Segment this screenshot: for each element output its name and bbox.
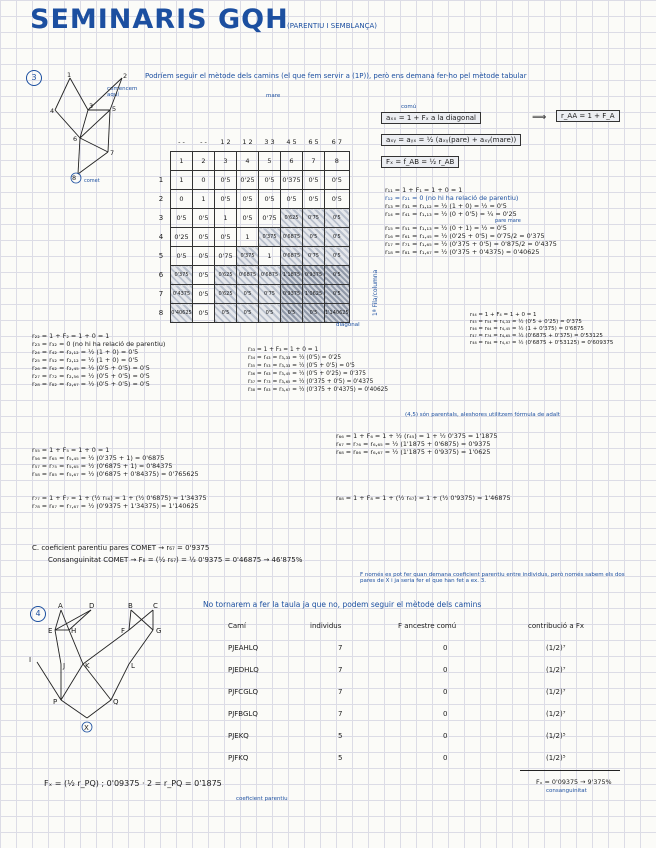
table-cell: 0'5 <box>281 304 303 323</box>
table-row <box>152 266 349 285</box>
table-cell: 0'5 <box>303 228 325 247</box>
pedigree-node-D: D <box>89 602 95 610</box>
table-cell: 0'5 <box>325 266 350 285</box>
column-header: contribució a Fx <box>528 622 584 630</box>
formula-line: r₂₇ = r₇₂ = r₂,₅₆ = ½ (0'5 + 0'5) = 0'5 <box>32 372 150 380</box>
formula-box-2: aₓᵧ = aᵧₓ = ½ (aₓᵧ(pare) + aₓᵧ(mare)) <box>381 134 521 146</box>
cell-individus: 7 <box>338 644 343 652</box>
parents-header: 1 2 <box>242 138 253 146</box>
rhs-lines-r4 <box>470 312 613 347</box>
pedigree-node-J: J <box>63 662 66 670</box>
row-header: 4 <box>158 233 164 241</box>
pedigree-node-L: L <box>131 662 135 670</box>
formula-line: r₃₄ = r₄₃ = r₃,₃₃ = ½ (0'5) = 0'25 <box>248 355 342 361</box>
parents-header: 6 5 <box>308 138 319 146</box>
table-cell: 0'5 <box>193 304 215 323</box>
pedigree-node-6: 6 <box>73 135 78 143</box>
table-cell: 0'375 <box>171 266 193 285</box>
table-cell: 0'5 <box>215 171 237 190</box>
rhs-lines-r1 <box>385 186 557 256</box>
formula-note: comú <box>401 104 417 110</box>
cell-f: 0 <box>443 666 448 674</box>
table-cell: 0'9375 <box>281 285 303 304</box>
table-cell: 0'5 <box>325 247 350 266</box>
table-cell: 0'75 <box>303 247 325 266</box>
cell-f: 0 <box>443 644 448 652</box>
question-3-number: 3 <box>26 70 42 86</box>
table-cell: 0'375 <box>259 228 281 247</box>
q3-intro: Podríem seguir el mètode dels camins (el que fem servir a (1P)), però ens demana fer-ho pel mètode tabular <box>145 72 527 80</box>
lines-r6 <box>336 432 497 456</box>
sum-divider <box>520 770 620 771</box>
table-cell: 0'5 <box>259 190 281 209</box>
cell-cami: PJEAHLQ <box>228 644 259 652</box>
pedigree-node-8: 8 <box>72 174 77 182</box>
cell-contrib: (1/2)⁵ <box>546 732 566 740</box>
table-cell: 0'5 <box>193 247 215 266</box>
formula-line: r₁₄ = r₄₁ = r₁,₁₃ = ½ (0 + 0'5) = ¼ = 0'25 <box>385 210 517 218</box>
row-header: 5 <box>158 252 164 260</box>
column-header: 4 <box>237 152 259 171</box>
table-cell: 0'9375 <box>303 266 325 285</box>
table-cell: 0 <box>193 171 215 190</box>
formula-line: r₃₃ = 1 + F₃ = 1 + 0 = 1 <box>248 347 319 353</box>
table-cell: 0'5 <box>281 190 303 209</box>
table-cell: 0'375 <box>237 247 259 266</box>
pedigree-node-B: B <box>128 602 133 610</box>
cell-cami: PJFCGLQ <box>228 688 259 696</box>
table-cell: 0'625 <box>215 285 237 304</box>
table-cell: 0'75 <box>215 247 237 266</box>
table-cell: 0'75 <box>303 209 325 228</box>
pedigree-node-7: 7 <box>110 149 115 157</box>
lines-r7 <box>32 494 207 510</box>
lines-r5 <box>32 446 199 478</box>
cell-individus: 5 <box>338 732 343 740</box>
column-header: 1 <box>171 152 193 171</box>
pedigree-node-I: I <box>29 656 32 664</box>
table-cell: 0'4375 <box>171 285 193 304</box>
cell-contrib: (1/2)⁷ <box>546 666 566 674</box>
formula-line: r₆₈ = r₈₆ = r₆,₆₇ = ½ (1'1875 + 0'9375) = 1'0625 <box>336 448 491 456</box>
pedigree-node-3: 3 <box>89 102 94 110</box>
cell-individus: 7 <box>338 666 343 674</box>
cell-contrib: (1/2)⁷ <box>546 688 566 696</box>
formula-line: r₁₈ = r₈₁ = r₁,₆₇ = ½ (0'375 + 0'4375) = 0'40625 <box>385 248 540 256</box>
table-cell: 0'625 <box>215 266 237 285</box>
conclusion-2: Consanguinitat COMET → F₈ = (½ r₆₇) = ½ 0'9375 = 0'46875 → 46'875% <box>48 556 303 564</box>
pedigree-node-P: P <box>53 698 58 706</box>
bottom-formula: Fₓ = (½ r_PQ) ; 0'09375 · 2 = r_PQ = 0'1875 <box>44 779 222 788</box>
pedigree-note-comet: comet <box>84 178 100 184</box>
formula-line: r₁₂ = r₂₁ = 0 (no hi ha relació de parentiu) <box>385 194 519 202</box>
formula-line: r₄₆ = r₆₄ = r₄,₄₅ = ½ (1 + 0'375) = 0'6875 <box>470 326 584 332</box>
cell-f: 0 <box>443 688 448 696</box>
table-cell: 0'5 <box>237 285 259 304</box>
formula-line: r₄₇ = r₇₄ = r₄,₆₅ = ½ (0'6875 + 0'375) = 0'53125 <box>470 333 603 339</box>
formula-line: r₆₇ = r₇₆ = r₆,₆₅ = ½ (1'1875 + 0'6875) = 0'9375 <box>336 440 491 448</box>
table-cell: 0 <box>171 190 193 209</box>
column-header: 7 <box>303 152 325 171</box>
table-cell: 0'5 <box>259 304 281 323</box>
pedigree-node-4: 4 <box>50 107 55 115</box>
formula-line: r₂₅ = r₅₂ = r₂,₁₂ = ½ (1 + 0) = 0'5 <box>32 356 139 364</box>
table-cell: 1'1875 <box>281 266 303 285</box>
mid-lines-r3 <box>248 346 388 394</box>
pedigree-node-2: 2 <box>123 72 128 80</box>
formula-line: r₃₇ = r₇₃ = r₃,₆₅ = ½ (0'375 + 0'5) = 0'4375 <box>248 379 374 385</box>
table-cell: 0'5 <box>237 304 259 323</box>
table-cell: 0'5 <box>171 209 193 228</box>
column-header: F ancestre comú <box>398 622 457 630</box>
pedigree-diagram-q4 <box>25 600 185 740</box>
cell-f: 0 <box>443 732 448 740</box>
table-cell: 0'5 <box>193 266 215 285</box>
table-row <box>152 228 349 247</box>
table-cell: 1 <box>193 190 215 209</box>
row-header: 7 <box>158 290 164 298</box>
cell-cami: PJFKQ <box>228 754 249 762</box>
formula-line: r₄₅ = r₅₄ = r₄,₃₃ = ½ (0'5 + 0'25) = 0'375 <box>470 319 582 325</box>
table-cell: 0'5 <box>259 171 281 190</box>
table-cell: 0'5 <box>237 190 259 209</box>
arrow-icon: ⟹ <box>532 112 547 123</box>
table-cell: 1 <box>237 228 259 247</box>
cell-contrib: (1/2)⁷ <box>546 644 566 652</box>
pedigree-node-C: C <box>153 602 158 610</box>
parents-header: - - <box>178 138 185 146</box>
formula-line: r₂₄ = r₄₂ = r₂,₁₂ = ½ (1 + 0) = 0'5 <box>32 348 139 356</box>
cell-f: 0 <box>443 710 448 718</box>
table-row <box>152 304 349 323</box>
kinship-table <box>152 133 350 323</box>
row-header: 6 <box>158 271 164 279</box>
formula-line: r₁₆ = r₆₁ = r₁,₄₅ = ½ (0'25 + 0'5) = 0'75/2 = 0'375 <box>385 232 545 240</box>
table-cell: 0'75 <box>259 209 281 228</box>
table-row <box>152 209 349 228</box>
bottom-note: coeficient parentiu <box>236 796 288 802</box>
pedigree-diagram-q3 <box>40 70 140 190</box>
formula-line: r₁₇ = r₇₁ = r₁,₆₅ = ½ (0'375 + 0'5) = 0'875/2 = 0'4375 <box>385 240 557 248</box>
cell-individus: 7 <box>338 688 343 696</box>
formula-line: r₂₆ = r₆₂ = r₂,₄₅ = ½ (0'5 + 0'5) = 0'5 <box>32 364 150 372</box>
formula-line: r₁₁ = 1 + F₁ = 1 + 0 = 1 <box>385 186 463 194</box>
line-r88: r₈₈ = 1 + F₈ = 1 + (½ r₆₇) = 1 + (½ 0'9375) = 1'46875 <box>336 494 511 502</box>
table-cell: 1 <box>215 209 237 228</box>
table-cell: 0'75 <box>259 285 281 304</box>
pedigree-node-G: G <box>156 627 162 635</box>
formula-line: r₅₈ = r₈₅ = r₅,₆₇ = ½ (0'6875 + 0'84375) = 0'765625 <box>32 470 199 478</box>
table-cell: 0'5 <box>193 228 215 247</box>
formula-line: r₅₅ = 1 + F₅ = 1 + 0 = 1 <box>32 446 110 454</box>
table-cell: 0'5 <box>193 209 215 228</box>
formula-line: pare mare <box>495 218 521 224</box>
column-header: Camí <box>228 622 246 630</box>
table-cell: 0'6875 <box>259 266 281 285</box>
row-header: 8 <box>158 309 164 317</box>
formula-line: r₂₈ = r₈₂ = r₂,₆₇ = ½ (0'5 + 0'5) = 0'5 <box>32 380 150 388</box>
table-cell: 0'6875 <box>281 228 303 247</box>
formula-line: r₇₇ = 1 + F₇ = 1 + (½ r₅₆) = 1 + (½ 0'6875) = 1'34375 <box>32 494 207 502</box>
page-subtitle: (PARENTIU I SEMBLANÇA) <box>287 22 377 30</box>
cell-cami: PJEDHLQ <box>228 666 259 674</box>
q4-note-2: No tornarem a fer la taula ja que no, podem seguir el mètode dels camins <box>203 600 482 609</box>
q4-note-1: F només es pot fer quan demana coeficient parentiu entre individus, però només sabem els dos pares de X i ja seria fer el que han fet a ex. 3. <box>360 572 625 584</box>
formula-line: r₄₈ = r₈₄ = r₄,₆₇ = ½ (0'6875 + 0'53125) = 0'609375 <box>470 340 614 346</box>
cell-cami: PJEKQ <box>228 732 249 740</box>
table-cell: 0'5 <box>325 285 350 304</box>
formula-line: r₃₅ = r₅₃ = r₃,₃₃ = ½ (0'5 + 0'5) = 0'5 <box>248 363 355 369</box>
sum-note: consanguinitat <box>546 788 587 794</box>
table-cell: 1'0625 <box>303 285 325 304</box>
parents-header: 6 7 <box>331 138 342 146</box>
table-cell: 0'375 <box>281 171 303 190</box>
pedigree-node-F: F <box>121 627 126 635</box>
q3-note-mare: mare <box>266 93 281 99</box>
table-row <box>152 285 349 304</box>
sum-line: Fₓ = 0'09375 → 9'375% <box>536 778 612 786</box>
formula-line: r₃₆ = r₆₃ = r₃,₄₅ = ½ (0'5 + 0'25) = 0'375 <box>248 371 366 377</box>
table-cell: 0'5 <box>237 209 259 228</box>
column-header: individus <box>310 622 342 630</box>
formula-line: r₃₈ = r₈₃ = r₃,₆₇ = ½ (0'375 + 0'4375) = 0'40625 <box>248 387 389 393</box>
q3-note-diagonal: diagonal <box>336 322 360 328</box>
table-cell: 0'6875 <box>281 247 303 266</box>
cell-contrib: (1/2)⁵ <box>546 754 566 762</box>
column-header: 5 <box>259 152 281 171</box>
formula-box-3: Fₓ = f_AB = ½ r_AB <box>381 156 459 168</box>
table-cell: 0'5 <box>193 285 215 304</box>
cell-individus: 7 <box>338 710 343 718</box>
formula-line: r₁₃ = r₃₁ = r₁,₁₂ = ½ (1 + 0) = ½ = 0'5 <box>385 202 507 210</box>
pedigree-node-E: E <box>48 627 53 635</box>
table-row <box>152 247 349 266</box>
formula-line: r₁₅ = r₅₁ = r₁,₁₃ = ½ (0 + 1) = ½ = 0'5 <box>385 224 507 232</box>
table-cell: 0'5 <box>215 190 237 209</box>
left-lines-r2 <box>32 332 165 388</box>
formula-line: r₂₃ = r₃₂ = 0 (no hi ha relació de parentiu) <box>32 340 166 348</box>
parents-header: 1 2 <box>220 138 231 146</box>
cell-contrib: (1/2)⁷ <box>546 710 566 718</box>
table-cell: 0'5 <box>303 304 325 323</box>
column-header: 2 <box>193 152 215 171</box>
formula-line: r₇₈ = r₈₇ = r₇,₆₇ = ½ (0'9375 + 1'34375) = 1'140625 <box>32 502 199 510</box>
row-header: 1 <box>158 176 164 184</box>
formula-line: r₂₂ = 1 + F₂ = 1 + 0 = 1 <box>32 332 110 340</box>
table-cell: 0'6875 <box>237 266 259 285</box>
table-cell: 0'5 <box>325 171 350 190</box>
pedigree-node-A: A <box>58 602 63 610</box>
table-cell: 0'25 <box>171 228 193 247</box>
column-header: 3 <box>215 152 237 171</box>
pedigree-node-5: 5 <box>112 105 117 113</box>
q3-note-column: 1ª Fila/columna <box>372 269 379 316</box>
parents-header: 4 5 <box>286 138 297 146</box>
table-cell: 0'5 <box>171 247 193 266</box>
table-cell: 0'5 <box>215 228 237 247</box>
table-row <box>152 190 349 209</box>
formula-box-rAA: r_AA = 1 + F_A <box>556 110 620 122</box>
table-cell: 1 <box>259 247 281 266</box>
pedigree-node-K: K <box>85 662 90 670</box>
conclusion-1: C. coeficient parentiu pares COMET → r₆₇ = 0'9375 <box>32 544 210 552</box>
formula-box-1: aₓₓ = 1 + Fₓ a la diagonal <box>381 112 481 124</box>
cell-f: 0 <box>443 754 448 762</box>
table-cell: 0'5 <box>215 304 237 323</box>
table-cell: 0'625 <box>281 209 303 228</box>
pedigree-node-Q: Q <box>113 698 119 706</box>
table-cell: 0'5 <box>325 209 350 228</box>
pedigree-node-X: X <box>84 724 89 732</box>
pedigree-node-H: H <box>71 627 77 635</box>
parents-header: - - <box>200 138 207 146</box>
table-cell: 1 <box>171 171 193 190</box>
table-cell: 0'40625 <box>171 304 193 323</box>
q3-note-common-ancestor: comencem aquí <box>107 86 138 98</box>
table-cell: 0'5 <box>325 228 350 247</box>
question-4-number: 4 <box>30 606 46 622</box>
table-cell: 0'5 <box>303 190 325 209</box>
table-cell: 0'5 <box>325 190 350 209</box>
table-cell: 0'25 <box>237 171 259 190</box>
parents-header: 3 3 <box>264 138 275 146</box>
q3-note-parentals: (4,5) són parentals, aleshores utilitzem fórmula de adalt <box>405 412 560 418</box>
column-header: 6 <box>281 152 303 171</box>
cell-individus: 5 <box>338 754 343 762</box>
column-header: 8 <box>325 152 350 171</box>
formula-line: r₄₄ = 1 + F₄ = 1 + 0 = 1 <box>470 312 537 318</box>
formula-line: r₆₆ = 1 + F₆ = 1 + ½ (r₄₅) = 1 + ½ 0'375 = 1'1875 <box>336 432 498 440</box>
formula-line: r₅₇ = r₇₅ = r₅,₆₅ = ½ (0'6875 + 1) = 0'84375 <box>32 462 173 470</box>
row-header: 3 <box>158 214 164 222</box>
table-row <box>152 171 349 190</box>
row-header: 2 <box>158 195 164 203</box>
pedigree-node-1: 1 <box>67 71 72 79</box>
cell-cami: PJFBGLQ <box>228 710 258 718</box>
formula-line: r₅₆ = r₆₅ = r₅,₄₅ = ½ (0'375 + 1) = 0'6875 <box>32 454 165 462</box>
table-cell: 1'140625 <box>325 304 350 323</box>
page-title: SEMINARIS GQH <box>30 4 289 35</box>
table-cell: 0'5 <box>303 171 325 190</box>
